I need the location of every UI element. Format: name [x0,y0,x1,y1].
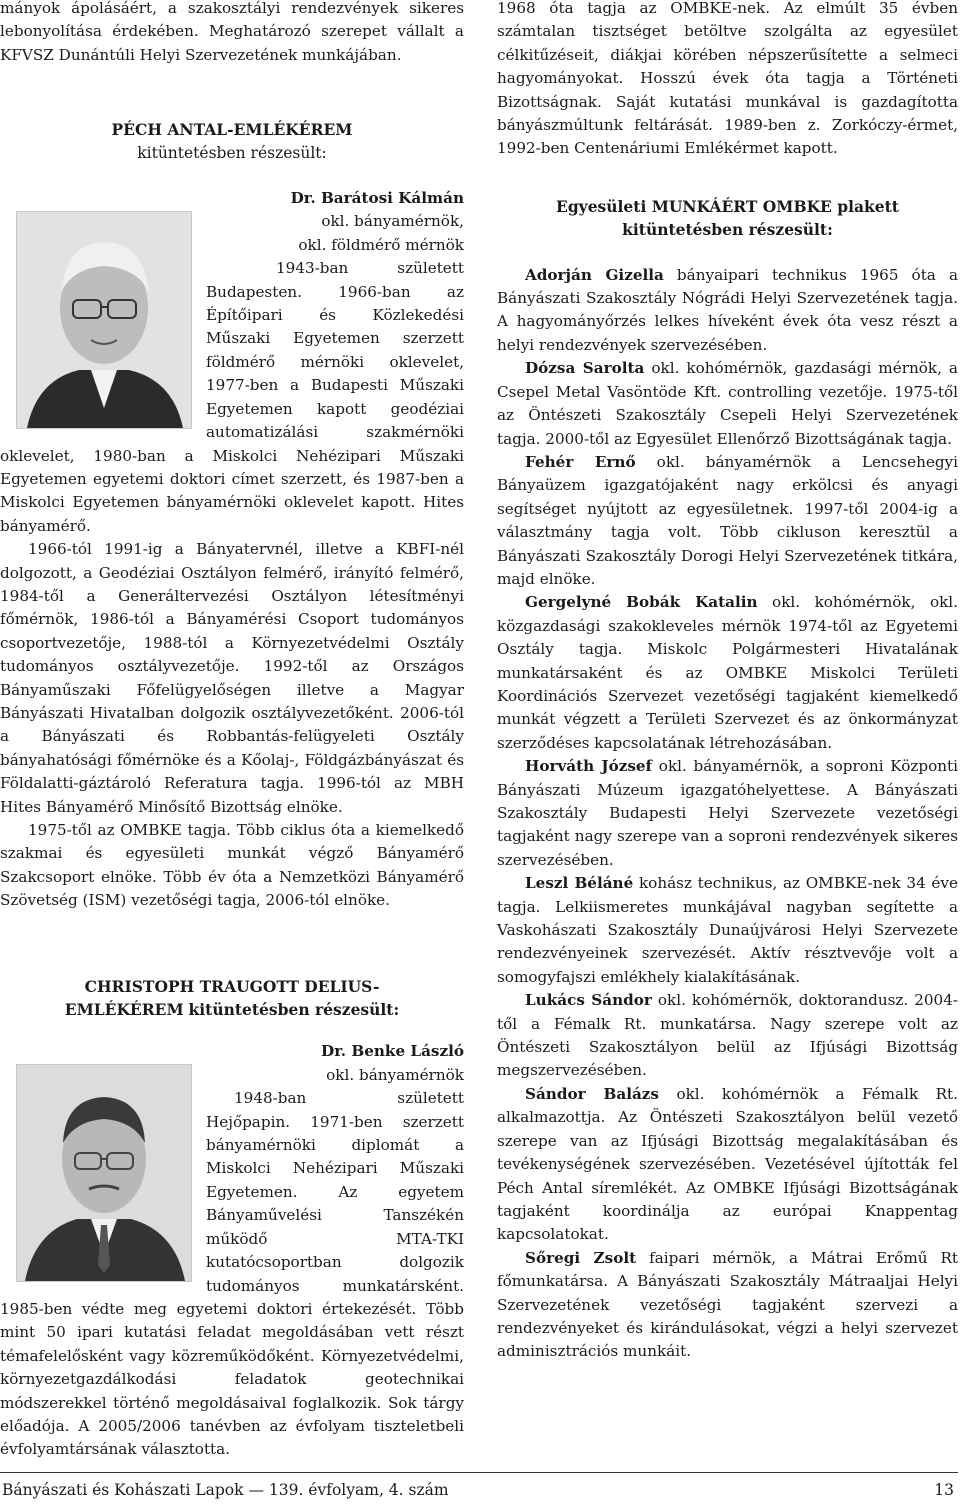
recipient-description: okl. kohómérnök, okl. közgazdasági szakokleveles mérnök 1974-től az Egyetemi Osztály tagja. Miskolc Polgármesteri Hivatalának munkatársaként és az OMBKE Miskolci Területi Koordinációs Szervezet vezetőségi tagjaként kiemelkedő munkát végzett a Területi Szervezet és az önkormányzat szerződéses kapcsolatának létrehozásában. [497,593,958,752]
right-column [497,0,958,1364]
recipient-entry [497,872,958,989]
recipient-name: Sándor Balázs [525,1084,659,1103]
award-title-delius-2: EMLÉKÉREM kitüntetésben részesült: [64,1000,400,1020]
person-membership: 1975-től az OMBKE tagja. Több ciklus óta a kiemelkedő szakmai és egyesületi munkát végző Bányamérő Szakcsoport elnöke. Több év óta a Nemzetközi Bányamérő Szövetség (ISM) vezetőségi tagja, 2006-tól elnöke. [0,821,464,910]
recipient-entry [497,357,958,451]
recipient-description: faipari mérnök, a Mátrai Erőmű Rt főmunkatársa. A Bányászati Szakosztály Mátraaljai Helyi Szervezetének vezetőségi tagjaként szervezi a rendezvényeket és kirándulásokat, végzi a helyi szervezet adminisztrációs munkáit. [497,1248,958,1361]
award-title-delius: CHRISTOPH TRAUGOTT DELIUS- [84,976,380,996]
recipient-entry [497,755,958,872]
person-degree: okl. bányamérnök, [321,212,464,231]
award-subtitle-pech: kitüntetésben részesült: [137,143,327,162]
recipient-entry [497,591,958,755]
recipient-description: kohász technikus, az OMBKE-nek 34 éve tagja. Lelkiismeretes munkájával nagyban segítette a Vaskohászati Szakosztály Dunaújvárosi Helyi Szervezete rendezvényeinek szervezését. Aktív résztvevője volt a somogyfajszi emlékhely kialakításának. [497,874,958,986]
left-column [0,0,464,1462]
person-bio: 1943-ban született Budapesten. 1966-ban az Építőipari és Közlekedési Műszaki Egyetemen szerzett földmérő mérnöki oklevelet, 1977-ben a Budapesti Műszaki Egyetemen kapott geodéziai automatizálási szakmérnöki oklevelet, 1980-ban a Miskolci Nehézipari Műszaki Egyetemen egyetemi doktori címet szerzett, és 1987-ben a Miskolci Egyetemen bányamérnöki oklevelet kapott. Hites bányamérő. [0,259,464,535]
page-footer [0,1472,958,1499]
person-name: Dr. Benke László [321,1042,464,1061]
recipient-name: Sőregi Zsolt [525,1248,637,1267]
recipient-name: Dózsa Sarolta [525,359,645,378]
person-degree: okl. földmérő mérnök [298,235,464,254]
person-bio: 1948-ban született Hejőpapin. 1971-ben szerzett bányamérnöki diplomát a Miskolci Nehézipari Műszaki Egyetemen. Az egyetem Bányaművelési Tanszékén működő MTA-TKI kutatócsoportban dolgozik tudományos munkatársként. 1985-ben védte meg egyetemi doktori értekezését. Több mint 50 ipari kutatási feladat megoldásában vett részt témafelelősként vagy közreműködőként. Környezetvédelmi, környezetgazdálkodási feladatok geotechnikai módszerekkel történő megoldásaival foglalkozik. Sok tárgy előadója. A 2005/2006 tanévben az évfolyam tiszteletbeli évfolyamtársának választotta. [0,1089,464,1459]
recipient-entry [497,989,958,1083]
portrait-photo-benke [16,1064,192,1282]
award-subtitle-plakett: kitüntetésben részesült: [622,220,833,240]
portrait-photo-baratosi [16,211,192,429]
recipient-name: Fehér Ernő [525,452,636,471]
recipient-description: okl. bányamérnök a Lencsehegyi Bányaüzem igazgatójaként nagy erkölcsi és anyagi segítséget nyújtott az egyesületnek. 1997-től 2004-ig a választmány tagja volt. Több cikluson keresztül a Bányászati Szakosztály Dorogi Helyi Szervezetének titkára, majd elnöke. [497,452,958,588]
person-degree: okl. bányamérnök [326,1065,464,1084]
recipient-entry [497,1247,958,1364]
journal-title: Bányászati és Kohászati Lapok — 139. évfolyam, 4. szám [2,1481,449,1499]
recipient-name: Leszl Béláné [525,874,634,893]
recipient-entry [497,451,958,591]
person-name: Dr. Barátosi Kálmán [290,189,464,208]
recipient-name: Lukács Sándor [525,991,652,1010]
recipient-description: okl. kohómérnök, gazdasági mérnök, a Csepel Metal Vasöntöde Kft. controlling vezetője. 1975-től az Öntészeti Szakosztály Csepeli Helyi Szervezetének tagja. 2000-től az Egyesület Ellenőrző Bizottságának tagja. [497,359,958,448]
recipient-description: okl. bányamérnök, a soproni Központi Bányászati Múzeum igazgatóhelyettese. A Bányászati Szakosztály Budapesti Helyi Szervezete vezetőségi tagjaként nagy szerepe van a soproni rendezvények sikeres szervezésében. [497,757,958,869]
award-title-pech: PÉCH ANTAL-EMLÉKÉREM [111,120,353,140]
recipient-entry [497,264,958,358]
recipient-description: bányaipari technikus 1965 óta a Bányászati Szakosztály Nógrádi Helyi Szervezetének tagja. A hagyományőrzés lelkes híveként évek óta vesz részt a helyi rendezvények szervezésében. [497,265,958,354]
recipient-entry [497,1083,958,1247]
page-number: 13 [934,1481,954,1499]
recipient-name: Horváth József [525,757,653,776]
person-career: 1966-tól 1991-ig a Bányatervnél, illetve a KBFI-nél dolgozott, a Geodéziai Osztályon felmérő, irányító felmérő, 1984-től a Generáltervezési Osztályon létesítményi főmérnök, 1986-tól a Bányamérési Csoport tudományos csoportvezetője, 1988-tól a Környezetvédelmi Osztály tudományos osztályvezetője. 1992-től az Országos Bányaműszaki Főfelügyelőségen illetve a Magyar Bányászati Hivatalban dolgozik osztályvezetőként. 2006-tól a Bányászati és Robbantás-felügyeleti Osztály bányahatósági főmérnöke és a Kőolaj-, Földgázbányászat és Földalatti-gáztároló Referatura tagja. 1996-tól az MBH Hites Bányamérő Minősítő Bizottság elnöke. [0,540,464,816]
intro-paragraph: 1968 óta tagja az OMBKE-nek. Az elmúlt 35 évben számtalan tisztséget betöltve szolgálta az egyesület célkitűzéseit, diákjai körében népszerűsítette a selmeci hagyományokat. Hosszú évek óta tagja a Történeti Bizottságnak. Saját kutatási munkával is gazdagította bányászmúltunk feltárását. 1989-ben z. Zorkóczy-érmet, 1992-ben Centenáriumi Emlékérmet kapott. [497,0,958,158]
recipient-description: okl. kohómérnök a Fémalk Rt. alkalmazottja. Az Öntészeti Szakosztályon belül vezető szerepe van az Ifjúsági Bizottság megalakításában és tevékenységének szervezésében. Vezetésével újították fel Péch Antal síremlékét. Az OMBKE Ifjúsági Bizottságának tagjaként koordinálja az európai Knappentag kapcsolatokat. [497,1084,958,1244]
intro-paragraph: mányok ápolásáért, a szakosztályi rendezvények sikeres lebonyolítása érdekében. Meghatározó szerepet vállalt a KFVSZ Dunántúli Helyi Szervezetének munkájában. [0,0,464,64]
award-recipient-list [497,264,958,1364]
recipient-name: Adorján Gizella [525,265,664,284]
recipient-name: Gergelyné Bobák Katalin [525,593,758,612]
award-title-plakett: Egyesületi MUNKÁÉRT OMBKE plakett [556,196,899,216]
recipient-description: okl. kohómérnök, doktorandusz. 2004-től a Fémalk Rt. munkatársa. Nagy szerepe volt az Öntészeti Szakosztályon belül az Ifjúsági Bizottság megszervezésében. [497,991,958,1080]
